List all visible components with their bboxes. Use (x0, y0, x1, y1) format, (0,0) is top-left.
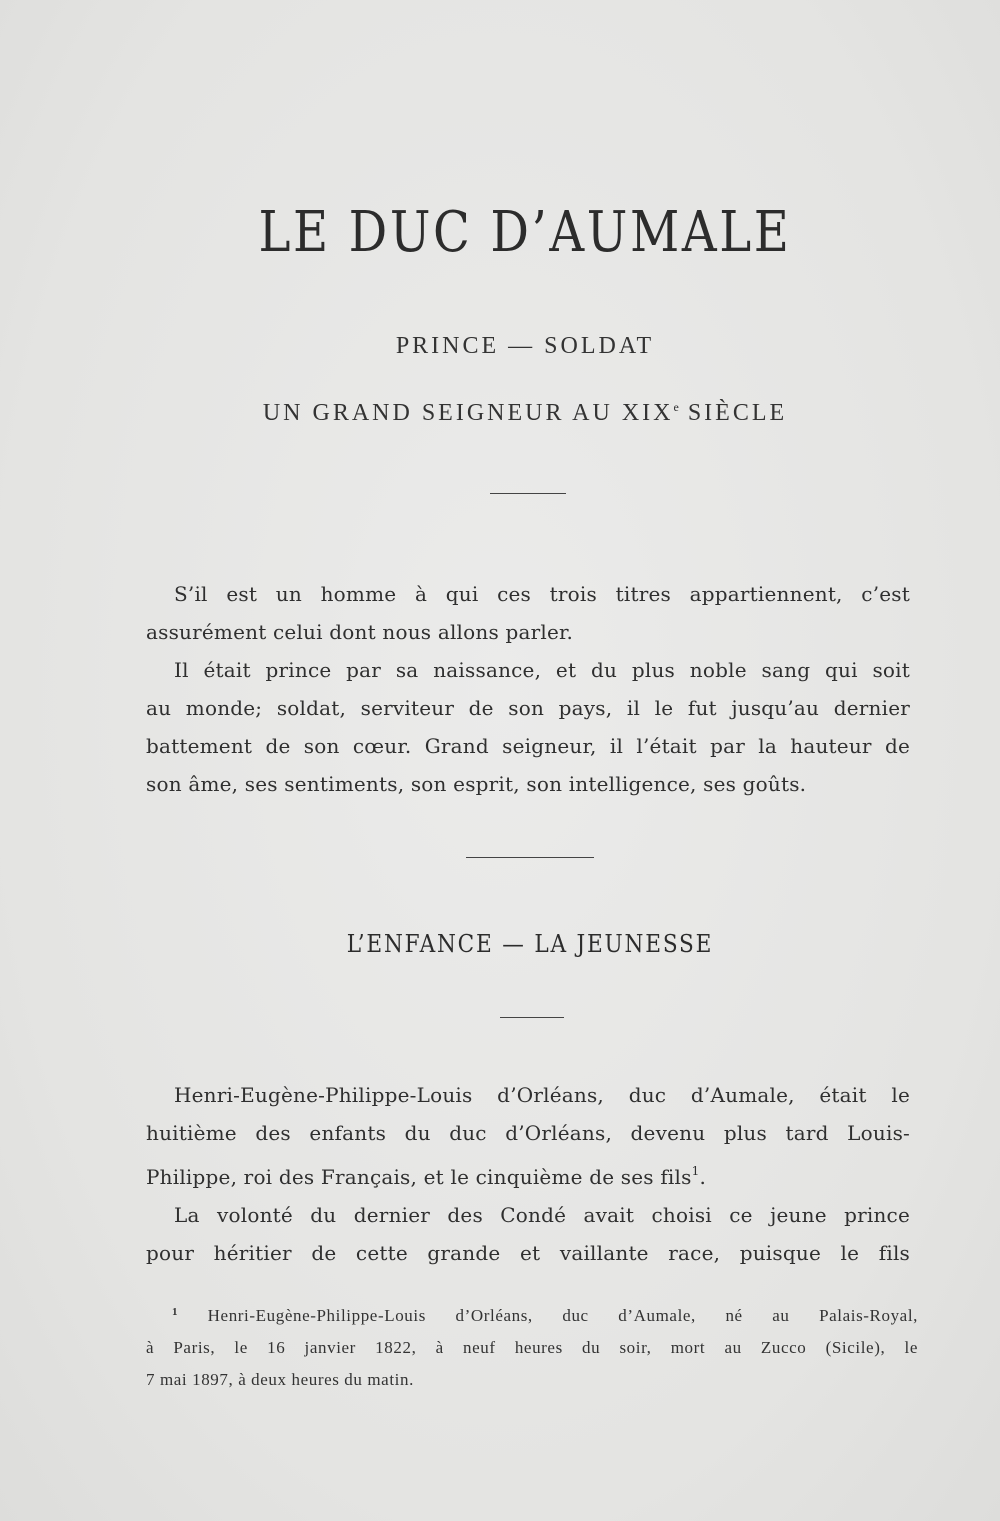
intro-line: au monde; soldat, serviteur de son pays, il le fut jusqu’au dernier (146, 696, 910, 720)
chapter-line-text: Philippe, roi des Français, et le cinquième de ses fils (146, 1165, 692, 1189)
divider-rule (500, 1017, 564, 1018)
chapter-paragraph (146, 1076, 910, 1272)
chapter-line: pour héritier de cette grande et vaillante race, puisque le fils (146, 1241, 910, 1265)
chapter-line: huitième des enfants du duc d’Orléans, devenu plus tard Louis- (146, 1121, 910, 1145)
footnote-line: à Paris, le 16 janvier 1822, à neuf heures du soir, mort au Zucco (Sicile), le (146, 1338, 918, 1357)
intro-line: battement de son cœur. Grand seigneur, il l’était par la hauteur de (146, 734, 910, 758)
divider-rule (466, 857, 594, 858)
page-title: LE DUC D’AUMALE (258, 200, 792, 265)
subtitle-grand-seigneur-part2: SIÈCLE (678, 400, 788, 426)
subtitle-prince-soldat: PRINCE — SOLDAT (395, 333, 655, 359)
footnote (146, 1296, 918, 1396)
footnote-line-text: Henri-Eugène-Philippe-Louis d’Orléans, duc d’Aumale, né au Palais-Royal, (178, 1306, 918, 1325)
footnote-line (146, 1296, 918, 1332)
divider-rule (490, 493, 566, 494)
chapter-line (146, 1152, 910, 1196)
subtitle-grand-seigneur-part1: UN GRAND SEIGNEUR AU XIX (262, 400, 674, 426)
section-heading: L’ENFANCE — LA JEUNESSE (346, 930, 714, 958)
footnote-line: 7 mai 1897, à deux heures du matin. (146, 1370, 414, 1389)
intro-line: S’il est un homme à qui ces trois titres appartiennent, c’est (174, 582, 910, 606)
intro-line: Il était prince par sa naissance, et du plus noble sang qui soit (174, 658, 910, 682)
chapter-line: La volonté du dernier des Condé avait choisi ce jeune prince (174, 1203, 910, 1227)
subtitle-century-superscript: e (673, 400, 679, 414)
subtitle-grand-seigneur (0, 400, 1000, 427)
footnote-reference: 1 (691, 1164, 700, 1178)
chapter-line: Henri-Eugène-Philippe-Louis d’Orléans, duc d’Aumale, était le (174, 1083, 910, 1107)
intro-paragraph (146, 575, 910, 803)
footnote-mark: 1 (172, 1306, 179, 1318)
intro-line: son âme, ses sentiments, son esprit, son intelligence, ses goûts. (146, 772, 807, 796)
intro-line: assurément celui dont nous allons parler. (146, 620, 574, 644)
chapter-line-text: . (699, 1165, 706, 1189)
